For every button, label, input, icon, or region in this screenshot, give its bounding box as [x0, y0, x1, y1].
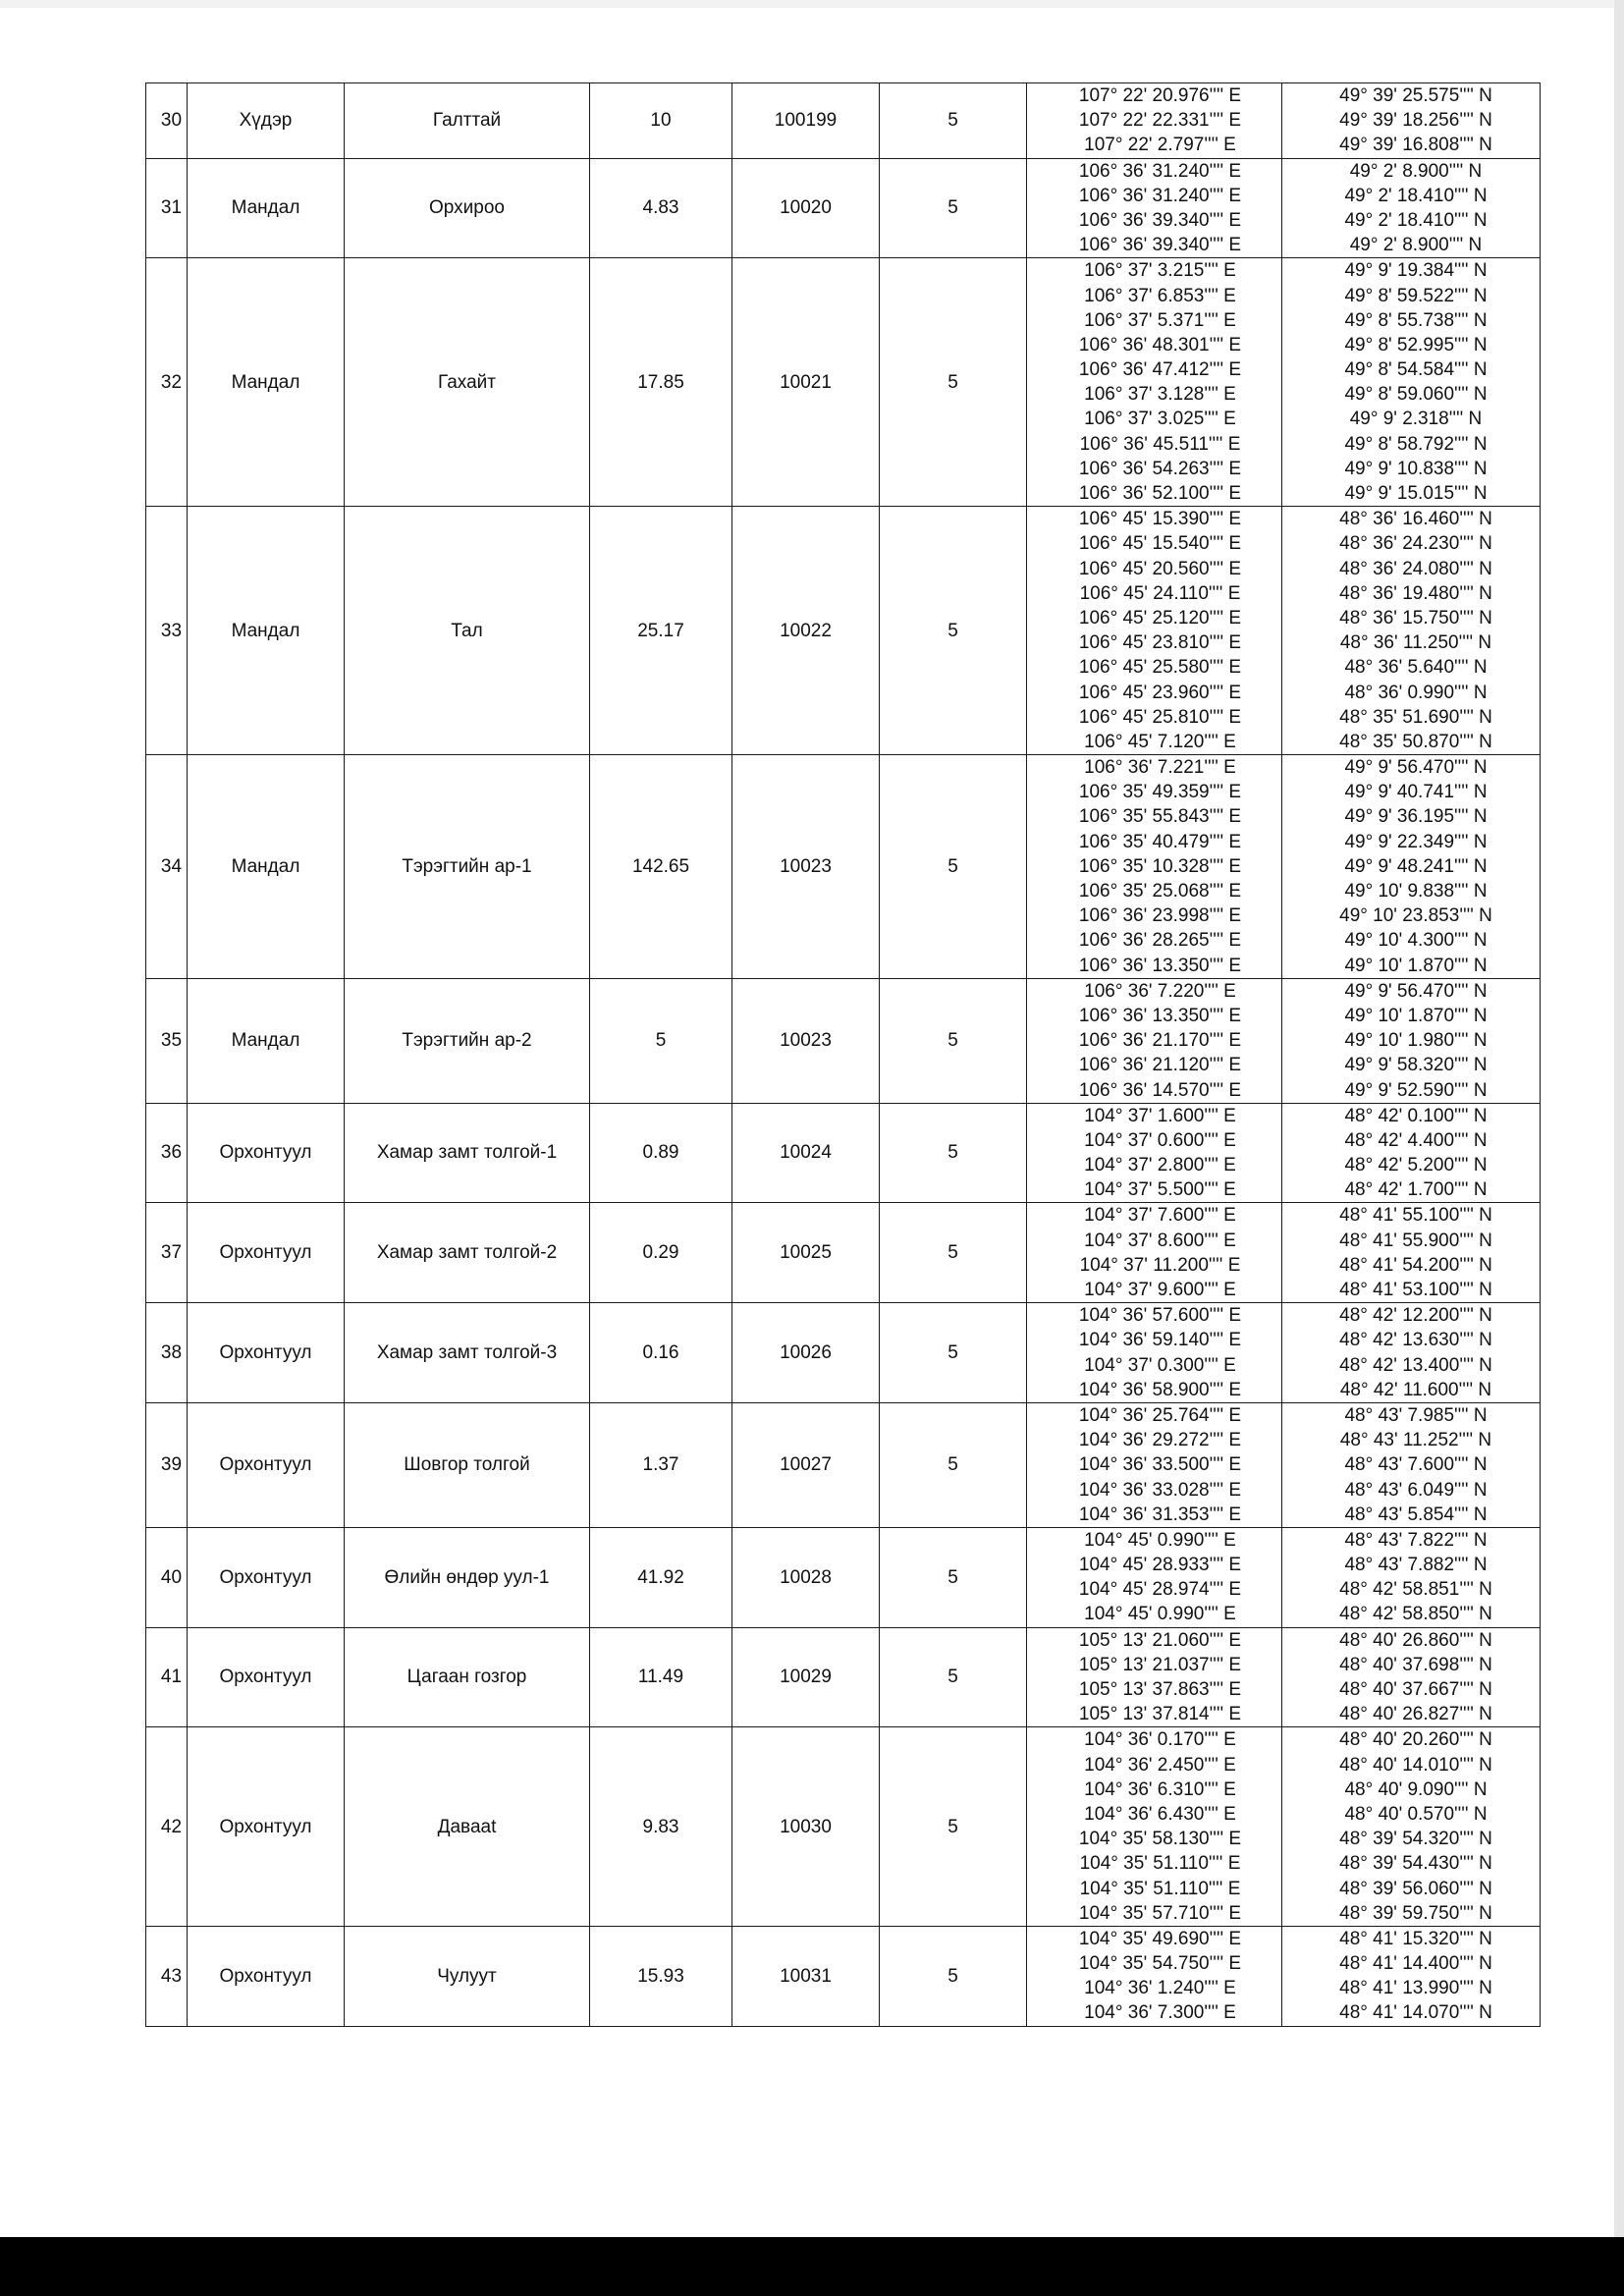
district-cell: Орхонтуул: [188, 1727, 345, 1927]
longitude-value: 106° 37' 6.853'''' E: [1084, 285, 1236, 306]
code-cell: 10025: [732, 1203, 880, 1303]
site-name-cell: Галттай: [345, 83, 590, 159]
district-cell: Орхонтуул: [188, 1527, 345, 1627]
area-cell: 9.83: [590, 1727, 732, 1927]
row-number: 35: [146, 978, 188, 1103]
latitude-value: 49° 9' 19.384'''' N: [1344, 260, 1488, 282]
code-cell: 100199: [732, 83, 880, 159]
district-cell: Мандал: [188, 258, 345, 507]
longitude-value: 106° 45' 7.120'''' E: [1084, 731, 1236, 752]
area-cell: 10: [590, 83, 732, 159]
longitude-value: 106° 36' 52.100'''' E: [1078, 483, 1242, 504]
row-number: 42: [146, 1727, 188, 1927]
latitude-value: 49° 8' 54.584'''' N: [1344, 359, 1488, 381]
longitude-value: 106° 36' 47.412'''' E: [1078, 359, 1242, 381]
latitude-value: 49° 9' 10.838'''' N: [1344, 458, 1488, 479]
longitude-value: 104° 36' 57.600'''' E: [1078, 1305, 1242, 1327]
district-cell: Орхонтуул: [188, 1203, 345, 1303]
table-row: [146, 1402, 1541, 1527]
longitude-value: 104° 35' 54.750'''' E: [1078, 1953, 1242, 1975]
row-number: 34: [146, 755, 188, 979]
longitude-value: 104° 37' 9.600'''' E: [1084, 1280, 1236, 1300]
longitude-value: 106° 36' 54.263'''' E: [1078, 458, 1242, 479]
longitude-value: 104° 36' 0.170'''' E: [1084, 1729, 1236, 1751]
area-cell: 25.17: [590, 507, 732, 755]
latitude-value: 49° 2' 8.900'''' N: [1349, 235, 1483, 256]
latitude-value: 48° 43' 7.882'''' N: [1344, 1555, 1488, 1576]
years-cell: 5: [880, 1627, 1027, 1727]
latitude-value: 49° 39' 16.808'''' N: [1339, 135, 1492, 156]
longitude-value: 104° 35' 58.130'''' E: [1078, 1829, 1242, 1850]
code-cell: 10021: [732, 258, 880, 507]
longitude-value: 106° 45' 15.390'''' E: [1078, 509, 1242, 530]
latitude-value: 49° 8' 59.060'''' N: [1344, 384, 1488, 406]
longitude-value: 106° 45' 23.960'''' E: [1078, 682, 1242, 703]
longitude-value: 106° 45' 25.810'''' E: [1078, 706, 1242, 728]
longitude-list: [1027, 1926, 1282, 2026]
site-name-cell: Давааt: [345, 1727, 590, 1927]
latitude-value: 48° 42' 13.630'''' N: [1339, 1330, 1492, 1351]
years-cell: 5: [880, 1527, 1027, 1627]
longitude-value: 104° 37' 11.200'''' E: [1079, 1254, 1241, 1276]
scan-edge-top: [0, 0, 1624, 8]
longitude-value: 106° 37' 3.025'''' E: [1084, 409, 1236, 430]
longitude-list: [1027, 755, 1282, 979]
latitude-value: 48° 43' 7.822'''' N: [1344, 1529, 1488, 1551]
site-name-cell: Тэрэгтийн ар-1: [345, 755, 590, 979]
longitude-value: 104° 37' 2.800'''' E: [1084, 1155, 1236, 1176]
code-cell: 10022: [732, 507, 880, 755]
table-row: [146, 1103, 1541, 1203]
latitude-value: 48° 42' 0.100'''' N: [1344, 1105, 1488, 1126]
latitude-value: 48° 36' 24.230'''' N: [1339, 533, 1492, 555]
latitude-list: [1282, 1727, 1541, 1927]
longitude-list: [1027, 1627, 1282, 1727]
longitude-list: [1027, 158, 1282, 258]
latitude-value: 49° 2' 8.900'''' N: [1349, 160, 1483, 182]
latitude-list: [1282, 158, 1541, 258]
latitude-value: 49° 9' 56.470'''' N: [1344, 757, 1488, 779]
longitude-value: 106° 36' 21.170'''' E: [1078, 1030, 1242, 1052]
area-cell: 11.49: [590, 1627, 732, 1727]
latitude-value: 48° 42' 4.400'''' N: [1344, 1129, 1488, 1151]
row-number: 38: [146, 1303, 188, 1403]
latitude-value: 49° 8' 52.995'''' N: [1344, 334, 1488, 355]
latitude-value: 48° 42' 1.700'''' N: [1344, 1179, 1488, 1201]
district-cell: Орхонтуул: [188, 1303, 345, 1403]
years-cell: 5: [880, 1926, 1027, 2026]
site-name-cell: Шовгор толгой: [345, 1402, 590, 1527]
latitude-value: 48° 40' 37.667'''' N: [1339, 1679, 1492, 1700]
longitude-list: [1027, 1527, 1282, 1627]
years-cell: 5: [880, 83, 1027, 159]
row-number: 37: [146, 1203, 188, 1303]
table-row: [146, 1926, 1541, 2026]
longitude-value: 104° 37' 5.500'''' E: [1084, 1179, 1236, 1201]
code-cell: 10026: [732, 1303, 880, 1403]
row-number: 32: [146, 258, 188, 507]
latitude-value: 48° 43' 7.985'''' N: [1344, 1404, 1488, 1426]
years-cell: 5: [880, 978, 1027, 1103]
latitude-value: 48° 41' 15.320'''' N: [1339, 1928, 1492, 1949]
longitude-value: 104° 45' 0.990'''' E: [1084, 1529, 1236, 1551]
longitude-value: 104° 36' 29.272'''' E: [1078, 1430, 1242, 1451]
area-cell: 0.89: [590, 1103, 732, 1203]
years-cell: 5: [880, 1203, 1027, 1303]
latitude-value: 48° 43' 7.600'''' N: [1344, 1454, 1488, 1476]
table-row: [146, 158, 1541, 258]
longitude-value: 104° 36' 25.764'''' E: [1078, 1404, 1242, 1426]
latitude-value: 49° 10' 1.870'''' N: [1344, 955, 1488, 976]
code-cell: 10024: [732, 1103, 880, 1203]
area-cell: 142.65: [590, 755, 732, 979]
latitude-value: 48° 36' 0.990'''' N: [1344, 682, 1488, 703]
longitude-value: 104° 45' 28.933'''' E: [1078, 1555, 1242, 1576]
longitude-value: 105° 13' 21.060'''' E: [1078, 1629, 1242, 1651]
latitude-list: [1282, 1402, 1541, 1527]
latitude-value: 48° 39' 54.430'''' N: [1339, 1853, 1492, 1875]
longitude-value: 106° 37' 5.371'''' E: [1084, 309, 1236, 331]
longitude-list: [1027, 1727, 1282, 1927]
table-row: [146, 1727, 1541, 1927]
district-cell: Мандал: [188, 507, 345, 755]
latitude-value: 48° 41' 54.200'''' N: [1339, 1254, 1492, 1276]
district-cell: Мандал: [188, 755, 345, 979]
longitude-value: 104° 37' 7.600'''' E: [1084, 1205, 1236, 1227]
longitude-list: [1027, 1103, 1282, 1203]
longitude-list: [1027, 1402, 1282, 1527]
latitude-list: [1282, 1103, 1541, 1203]
years-cell: 5: [880, 1402, 1027, 1527]
longitude-value: 107° 22' 22.331'''' E: [1078, 110, 1242, 132]
longitude-value: 104° 37' 0.300'''' E: [1084, 1354, 1236, 1376]
coordinates-table: [145, 82, 1541, 2027]
district-cell: Орхонтуул: [188, 1402, 345, 1527]
longitude-value: 106° 45' 25.120'''' E: [1078, 607, 1242, 629]
latitude-value: 48° 36' 19.480'''' N: [1339, 582, 1492, 604]
latitude-value: 49° 9' 52.590'''' N: [1344, 1079, 1488, 1101]
site-name-cell: Хамар замт толгой-2: [345, 1203, 590, 1303]
area-cell: 17.85: [590, 258, 732, 507]
longitude-value: 106° 36' 45.511'''' E: [1079, 433, 1241, 455]
longitude-value: 106° 36' 7.221'''' E: [1084, 757, 1236, 779]
longitude-value: 104° 45' 28.974'''' E: [1078, 1579, 1242, 1601]
latitude-value: 49° 39' 18.256'''' N: [1339, 110, 1492, 132]
latitude-value: 49° 10' 4.300'''' N: [1344, 930, 1488, 952]
latitude-list: [1282, 1527, 1541, 1627]
latitude-list: [1282, 1203, 1541, 1303]
latitude-value: 48° 42' 5.200'''' N: [1344, 1155, 1488, 1176]
latitude-value: 49° 9' 56.470'''' N: [1344, 980, 1488, 1002]
code-cell: 10027: [732, 1402, 880, 1527]
latitude-value: 48° 41' 53.100'''' N: [1339, 1280, 1492, 1300]
latitude-value: 48° 40' 9.090'''' N: [1344, 1778, 1488, 1800]
latitude-value: 48° 42' 12.200'''' N: [1339, 1305, 1492, 1327]
site-name-cell: Хамар замт толгой-1: [345, 1103, 590, 1203]
latitude-value: 49° 10' 1.870'''' N: [1344, 1005, 1488, 1026]
latitude-value: 48° 40' 37.698'''' N: [1339, 1654, 1492, 1675]
latitude-list: [1282, 258, 1541, 507]
longitude-value: 106° 37' 3.128'''' E: [1084, 384, 1236, 406]
latitude-value: 48° 40' 20.260'''' N: [1339, 1729, 1492, 1751]
site-name-cell: Орхироо: [345, 158, 590, 258]
latitude-value: 48° 43' 11.252'''' N: [1339, 1430, 1492, 1451]
site-name-cell: Чулуут: [345, 1926, 590, 2026]
latitude-value: 48° 42' 58.850'''' N: [1339, 1604, 1492, 1625]
longitude-value: 106° 36' 39.340'''' E: [1078, 235, 1242, 256]
latitude-value: 48° 42' 58.851'''' N: [1339, 1579, 1492, 1601]
area-cell: 0.29: [590, 1203, 732, 1303]
latitude-value: 48° 42' 13.400'''' N: [1339, 1354, 1492, 1376]
latitude-value: 48° 36' 24.080'''' N: [1339, 558, 1492, 579]
longitude-value: 104° 35' 57.710'''' E: [1078, 1902, 1242, 1924]
longitude-value: 104° 36' 31.353'''' E: [1078, 1503, 1242, 1525]
site-name-cell: Өлийн өндөр уул-1: [345, 1527, 590, 1627]
longitude-value: 106° 45' 20.560'''' E: [1078, 558, 1242, 579]
latitude-value: 48° 41' 13.990'''' N: [1339, 1978, 1492, 1999]
latitude-value: 48° 43' 6.049'''' N: [1344, 1479, 1488, 1501]
longitude-value: 104° 36' 58.900'''' E: [1078, 1379, 1242, 1400]
longitude-value: 105° 13' 21.037'''' E: [1078, 1654, 1242, 1675]
code-cell: 10029: [732, 1627, 880, 1727]
latitude-value: 48° 40' 14.010'''' N: [1339, 1754, 1492, 1776]
district-cell: Мандал: [188, 158, 345, 258]
longitude-value: 104° 36' 59.140'''' E: [1078, 1330, 1242, 1351]
years-cell: 5: [880, 1727, 1027, 1927]
latitude-value: 48° 35' 50.870'''' N: [1339, 731, 1492, 752]
latitude-value: 48° 36' 16.460'''' N: [1339, 509, 1492, 530]
longitude-value: 106° 36' 31.240'''' E: [1078, 160, 1242, 182]
years-cell: 5: [880, 755, 1027, 979]
years-cell: 5: [880, 158, 1027, 258]
longitude-list: [1027, 258, 1282, 507]
table-row: [146, 1527, 1541, 1627]
longitude-value: 104° 36' 7.300'''' E: [1084, 2002, 1236, 2024]
latitude-value: 49° 10' 1.980'''' N: [1344, 1030, 1488, 1052]
latitude-value: 49° 9' 36.195'''' N: [1344, 806, 1488, 828]
table-row: [146, 755, 1541, 979]
longitude-value: 106° 45' 24.110'''' E: [1079, 582, 1241, 604]
latitude-value: 48° 39' 54.320'''' N: [1339, 1829, 1492, 1850]
longitude-value: 104° 37' 1.600'''' E: [1084, 1105, 1236, 1126]
table-row: [146, 507, 1541, 755]
longitude-list: [1027, 507, 1282, 755]
longitude-value: 106° 45' 23.810'''' E: [1078, 632, 1242, 654]
site-name-cell: Тал: [345, 507, 590, 755]
site-name-cell: Гахайт: [345, 258, 590, 507]
years-cell: 5: [880, 1103, 1027, 1203]
longitude-value: 106° 36' 48.301'''' E: [1078, 334, 1242, 355]
table-row: [146, 1303, 1541, 1403]
latitude-value: 49° 10' 23.853'''' N: [1339, 905, 1492, 927]
district-cell: Орхонтуул: [188, 1627, 345, 1727]
longitude-value: 106° 36' 21.120'''' E: [1078, 1055, 1242, 1076]
latitude-value: 48° 41' 14.400'''' N: [1339, 1953, 1492, 1975]
table-row: [146, 1203, 1541, 1303]
row-number: 43: [146, 1926, 188, 2026]
longitude-value: 104° 37' 0.600'''' E: [1084, 1129, 1236, 1151]
latitude-value: 49° 8' 55.738'''' N: [1344, 309, 1488, 331]
latitude-value: 49° 10' 9.838'''' N: [1344, 881, 1488, 902]
latitude-value: 49° 9' 58.320'''' N: [1344, 1055, 1488, 1076]
longitude-value: 106° 36' 23.998'''' E: [1078, 905, 1242, 927]
latitude-value: 49° 8' 58.792'''' N: [1344, 433, 1488, 455]
row-number: 36: [146, 1103, 188, 1203]
longitude-value: 104° 35' 51.110'''' E: [1079, 1853, 1241, 1875]
latitude-value: 49° 9' 2.318'''' N: [1349, 409, 1483, 430]
latitude-value: 48° 42' 11.600'''' N: [1339, 1379, 1492, 1400]
longitude-value: 105° 13' 37.863'''' E: [1078, 1679, 1242, 1700]
longitude-list: [1027, 978, 1282, 1103]
longitude-value: 104° 36' 2.450'''' E: [1084, 1754, 1236, 1776]
longitude-value: 106° 36' 39.340'''' E: [1078, 209, 1242, 231]
latitude-value: 49° 8' 59.522'''' N: [1344, 285, 1488, 306]
latitude-value: 48° 43' 5.854'''' N: [1344, 1503, 1488, 1525]
latitude-value: 49° 9' 15.015'''' N: [1344, 483, 1488, 504]
latitude-list: [1282, 507, 1541, 755]
longitude-value: 104° 35' 51.110'''' E: [1079, 1878, 1241, 1899]
latitude-list: [1282, 1926, 1541, 2026]
table-row: [146, 1627, 1541, 1727]
table-row: [146, 83, 1541, 159]
longitude-list: [1027, 83, 1282, 159]
longitude-value: 106° 36' 7.220'''' E: [1084, 980, 1236, 1002]
table-row: [146, 978, 1541, 1103]
latitude-value: 48° 41' 55.100'''' N: [1339, 1205, 1492, 1227]
longitude-value: 106° 36' 31.240'''' E: [1078, 185, 1242, 206]
code-cell: 10028: [732, 1527, 880, 1627]
table-body: [146, 83, 1541, 2027]
longitude-value: 107° 22' 20.976'''' E: [1078, 85, 1242, 106]
latitude-value: 48° 35' 51.690'''' N: [1339, 706, 1492, 728]
longitude-value: 104° 36' 1.240'''' E: [1084, 1978, 1236, 1999]
latitude-list: [1282, 1303, 1541, 1403]
years-cell: 5: [880, 507, 1027, 755]
latitude-value: 49° 2' 18.410'''' N: [1344, 209, 1488, 231]
area-cell: 41.92: [590, 1527, 732, 1627]
row-number: 40: [146, 1527, 188, 1627]
site-name-cell: Хамар замт толгой-3: [345, 1303, 590, 1403]
district-cell: Орхонтуул: [188, 1926, 345, 2026]
longitude-value: 106° 35' 49.359'''' E: [1078, 782, 1242, 803]
latitude-value: 49° 9' 48.241'''' N: [1344, 855, 1488, 877]
longitude-list: [1027, 1203, 1282, 1303]
latitude-value: 48° 40' 26.827'''' N: [1339, 1704, 1492, 1725]
latitude-value: 48° 36' 15.750'''' N: [1339, 607, 1492, 629]
latitude-value: 48° 36' 5.640'''' N: [1344, 657, 1488, 679]
row-number: 30: [146, 83, 188, 159]
longitude-value: 106° 35' 40.479'''' E: [1078, 831, 1242, 852]
site-name-cell: Цагаан гозгор: [345, 1627, 590, 1727]
longitude-value: 106° 45' 15.540'''' E: [1078, 533, 1242, 555]
longitude-value: 106° 36' 14.570'''' E: [1078, 1079, 1242, 1101]
latitude-list: [1282, 978, 1541, 1103]
area-cell: 5: [590, 978, 732, 1103]
latitude-value: 49° 9' 22.349'''' N: [1344, 831, 1488, 852]
latitude-value: 49° 2' 18.410'''' N: [1344, 185, 1488, 206]
longitude-value: 104° 35' 49.690'''' E: [1078, 1928, 1242, 1949]
latitude-value: 48° 40' 26.860'''' N: [1339, 1629, 1492, 1651]
longitude-value: 106° 36' 13.350'''' E: [1078, 1005, 1242, 1026]
longitude-value: 106° 37' 3.215'''' E: [1084, 260, 1236, 282]
area-cell: 15.93: [590, 1926, 732, 2026]
site-name-cell: Тэрэгтийн ар-2: [345, 978, 590, 1103]
latitude-value: 48° 39' 56.060'''' N: [1339, 1878, 1492, 1899]
code-cell: 10030: [732, 1727, 880, 1927]
years-cell: 5: [880, 1303, 1027, 1403]
code-cell: 10031: [732, 1926, 880, 2026]
district-cell: Хүдэр: [188, 83, 345, 159]
scan-edge-right: [1614, 0, 1624, 2237]
longitude-value: 104° 37' 8.600'''' E: [1084, 1230, 1236, 1251]
code-cell: 10023: [732, 978, 880, 1103]
latitude-value: 49° 39' 25.575'''' N: [1339, 85, 1492, 106]
row-number: 31: [146, 158, 188, 258]
longitude-value: 105° 13' 37.814'''' E: [1078, 1704, 1242, 1725]
longitude-value: 106° 35' 55.843'''' E: [1078, 806, 1242, 828]
longitude-list: [1027, 1303, 1282, 1403]
latitude-value: 48° 41' 55.900'''' N: [1339, 1230, 1492, 1251]
scan-edge-bottom: [0, 2237, 1624, 2296]
code-cell: 10020: [732, 158, 880, 258]
latitude-list: [1282, 83, 1541, 159]
longitude-value: 106° 35' 25.068'''' E: [1078, 881, 1242, 902]
years-cell: 5: [880, 258, 1027, 507]
row-number: 41: [146, 1627, 188, 1727]
longitude-value: 104° 45' 0.990'''' E: [1084, 1604, 1236, 1625]
table-row: [146, 258, 1541, 507]
district-cell: Мандал: [188, 978, 345, 1103]
latitude-value: 48° 36' 11.250'''' N: [1339, 632, 1492, 654]
longitude-value: 106° 36' 28.265'''' E: [1078, 930, 1242, 952]
district-cell: Орхонтуул: [188, 1103, 345, 1203]
latitude-list: [1282, 755, 1541, 979]
area-cell: 0.16: [590, 1303, 732, 1403]
row-number: 33: [146, 507, 188, 755]
area-cell: 1.37: [590, 1402, 732, 1527]
latitude-list: [1282, 1627, 1541, 1727]
latitude-value: 48° 41' 14.070'''' N: [1339, 2002, 1492, 2024]
longitude-value: 106° 35' 10.328'''' E: [1078, 855, 1242, 877]
longitude-value: 104° 36' 6.310'''' E: [1084, 1778, 1236, 1800]
area-cell: 4.83: [590, 158, 732, 258]
row-number: 39: [146, 1402, 188, 1527]
longitude-value: 104° 36' 33.500'''' E: [1078, 1454, 1242, 1476]
longitude-value: 107° 22' 2.797'''' E: [1084, 135, 1236, 156]
latitude-value: 49° 9' 40.741'''' N: [1344, 782, 1488, 803]
longitude-value: 104° 36' 6.430'''' E: [1084, 1803, 1236, 1825]
latitude-value: 48° 39' 59.750'''' N: [1339, 1902, 1492, 1924]
code-cell: 10023: [732, 755, 880, 979]
longitude-value: 104° 36' 33.028'''' E: [1078, 1479, 1242, 1501]
latitude-value: 48° 40' 0.570'''' N: [1344, 1803, 1488, 1825]
longitude-value: 106° 45' 25.580'''' E: [1078, 657, 1242, 679]
longitude-value: 106° 36' 13.350'''' E: [1078, 955, 1242, 976]
